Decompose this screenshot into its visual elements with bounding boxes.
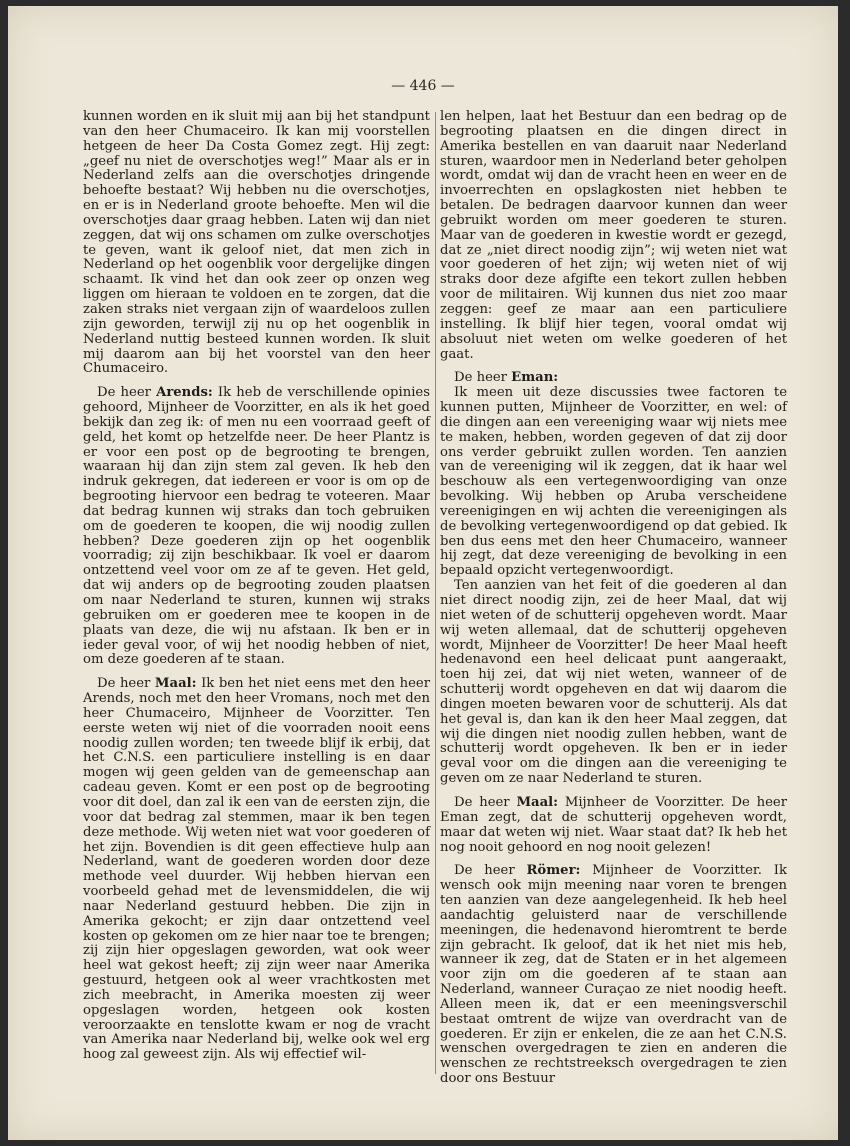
- column-divider: [435, 112, 436, 1074]
- speaker-prefix: De heer: [454, 863, 527, 879]
- speaker-name: Maal:: [516, 794, 559, 810]
- speech-text: Mijnheer de Voorzitter. De heer Eman zegt, dat de schutterij opgeheven wordt, maar dat weten wij niet. Waar staat dat? Ik heb het nog nooit gehoord en nog nooit gelezen!: [440, 794, 787, 855]
- speech-maal: [440, 796, 787, 855]
- speaker-heading-eman: [440, 371, 787, 386]
- speaker-name: Arends:: [156, 385, 213, 401]
- speech-text: Ik ben het niet eens met den heer Arends, noch met den heer Vromans, noch met den heer Chumaceiro, Mijnheer de Voorzitter. Ten eerste weten wij niet of die voorraden nooit eens noodig zullen worden; ten tweede blijf ik erbij, dat het C.N.S. een particuliere instelling is en daar mogen wij geen gelden van de gemeenschap aan cadeau geven. Komt er een post op de begrooting voor dit doel, dan zal ik een van de eersten zijn, die voor dat bedrag zal stemmen, maar ik ben tegen deze methode. Wij weten niet wat voor goederen of het zijn. Bovendien is dit geen effectieve hulp aan Nederland, want de goederen worden door deze methode veel duurder. Wij hebben hiervan een voorbeeld gehad met de levensmiddelen, die wij naar Nederland gestuurd hebben. Die zijn in Amerika gekocht; er zijn daar ontzettend veel kosten op gekomen om ze hier naar toe te brengen; zij zijn hier opgeslagen geworden, wat ook weer heel wat gekost heeft; zij zijn weer naar Amerika gestuurd, hetgeen ook al weer vrachtkosten met zich meebracht, in Amerika moesten zij weer opgeslagen worden, hetgeen ook kosten veroorzaakte en tenslotte kwam er nog de vracht van Amerika naar Nederland bij, welke ook wel erg hoog zal geweest zijn. Als wij effectief wil-: [83, 676, 430, 1063]
- speaker-prefix: De heer: [97, 676, 155, 692]
- speech-text: Mijnheer de Voorzitter. Ik wensch ook mijn meening naar voren te brengen ten aanzien van deze aangelegenheid. Ik heb heel aandachtig geluisterd naar de verschillende meeningen, die hedenavond hieromtrent te berde zijn gebracht. Ik geloof, dat ik het niet mis heb, wanneer ik zeg, dat de Staten er in het algemeen voor zijn om die goederen af te staan aan Nederland, wanneer Curaçao ze niet noodig heeft. Alleen meen ik, dat er een meeningsverschil bestaat omtrent de wijze van overdracht van de goederen. Er zijn er enkelen, die ze aan het C.N.S. wenschen overgedragen te zien en anderen die wenschen ze rechtstreeksch overgedragen te zien door ons Bestuur: [440, 863, 787, 1087]
- document-page: [8, 6, 838, 1140]
- speaker-name: Römer:: [526, 863, 581, 879]
- page-number: — 446 —: [391, 78, 455, 94]
- speaker-name: Eman:: [511, 370, 559, 386]
- speaker-prefix: De heer: [454, 794, 517, 810]
- speech-romer: [440, 864, 787, 1087]
- speech-text: Ik heb de verschillende opinies gehoord, Mijnheer de Voorzitter, en als ik het goed bekijk dan zeg ik: of men nu een voorraad geeft of geld, het komt op hetzelfde neer. De heer Plantz is er voor een post op de begrooting te brengen, waaraan hij dan zijn stem zal geven. Ik heb den indruk gekregen, dat iedereen er voor is om op de begrooting hiervoor een bedrag te voteeren. Maar dat bedrag kunnen wij straks dan toch gebruiken om de goederen te koopen, die wij noodig zullen hebben? Deze goederen zijn op het oogenblik voorradig; zij zijn beschikbaar. Ik voel er daarom ontzettend veel voor om ze af te geven. Het geld, dat wij anders op de begrooting zouden plaatsen om naar Nederland te sturen, kunnen wij straks gebruiken om er goederen mee te koopen in de plaats van deze, die wij nu afstaan. Ik ben er in ieder geval voor, of wij het noodig hebben of niet, om deze goederen af te staan.: [83, 385, 430, 668]
- speaker-name: Maal:: [154, 676, 197, 692]
- left-column: [83, 110, 430, 1063]
- right-column: [440, 110, 787, 1087]
- speech-arends: [83, 386, 430, 668]
- speaker-prefix: De heer: [454, 370, 512, 386]
- paragraph: kunnen worden en ik sluit mij aan bij het standpunt van den heer Chumaceiro. Ik kan mij voorstellen hetgeen de heer Da Costa Gomez zegt. Hij zegt: „geef nu niet de overschotjes weg!” Maar als er in Nederland zelfs aan die overschotjes dringende behoefte bestaat? Wij hebben nu die overschotjes, en er is in Nederland groote behoefte. Men wil die overschotjes daar graag hebben. Laten wij dan niet zeggen, dat wij ons schamen om zulke overschotjes te geven, want ik geloof niet, dat men zich in Nederland op het oogenblik voor dergelijke dingen schaamt. Ik vind het dan ook zeer op onzen weg liggen om hieraan te voldoen en te zorgen, dat die zaken straks niet vergaan zijn of waardeloos zullen zijn geworden, terwijl zij nu op het oogenblik in Nederland nuttig besteed kunnen worden. Ik sluit mij daarom aan bij het voorstel van den heer Chumaceiro.: [83, 109, 430, 377]
- paragraph: len helpen, laat het Bestuur dan een bedrag op de begrooting plaatsen en die dingen direct in Amerika bestellen en van daaruit naar Nederland sturen, waardoor men in Nederland beter geholpen wordt, omdat wij dan de vracht heen en weer en de invoerrechten en opslagkosten niet hebben te betalen. De bedragen daarvoor kunnen dan weer gebruikt worden om meer goederen te sturen. Maar van de goederen in kwestie wordt er gezegd, dat ze „niet direct noodig zijn”; wij weten niet wat voor goederen of het zijn; wij weten niet of wij straks door deze afgifte een tekort zullen hebben voor de militairen. Wij kunnen dus niet zoo maar zeggen: geef ze maar aan een particuliere instelling. Ik blijf hier tegen, vooral omdat wij absoluut niet weten om welke goederen of het gaat.: [440, 109, 787, 362]
- paragraph: Ten aanzien van het feit of die goederen al dan niet direct noodig zijn, zei de heer Maal, dat wij niet weten of de schutterij opgeheven wordt. Maar wij weten allemaal, dat de schutterij opgeheven wordt, Mijnheer de Voorzitter! De heer Maal heeft hedenavond een heel delicaat punt aangeraakt, toen hij zei, dat wij niet weten, wanneer of de schutterij wordt opgeheven en dat wij daarom die dingen moeten bewaren voor de schutterij. Als dat het geval is, dan kan ik den heer Maal zeggen, dat wij die dingen niet noodig zullen hebben, want de schutterij wordt opgeheven. Ik ben er in ieder geval voor om die dingen aan die vereeniging te geven om ze naar Nederland te sturen.: [440, 578, 787, 787]
- speaker-prefix: De heer: [97, 385, 157, 401]
- speech-maal: [83, 677, 430, 1063]
- speech-eman: Ik meen uit deze discussies twee factoren te kunnen putten, Mijnheer de Voorzitter, en wel: of die dingen aan een vereeniging waar wij niets mee te maken, hebben, worden gegeven of dat zij door ons verder gebruikt zullen worden. Ten aanzien van de vereeniging wil ik zeggen, dat ik haar wel beschouw als een vertegenwoordiging van onze bevolking. Wij hebben op Aruba verscheidene vereenigingen en wij achten die vereenigingen als de bevolking vertegenwoordigend op dat gebied. Ik ben dus eens met den heer Chumaceiro, wanneer hij zegt, dat deze vereeniging de bevolking in een bepaald opzicht vertegenwoordigt.: [440, 385, 787, 579]
